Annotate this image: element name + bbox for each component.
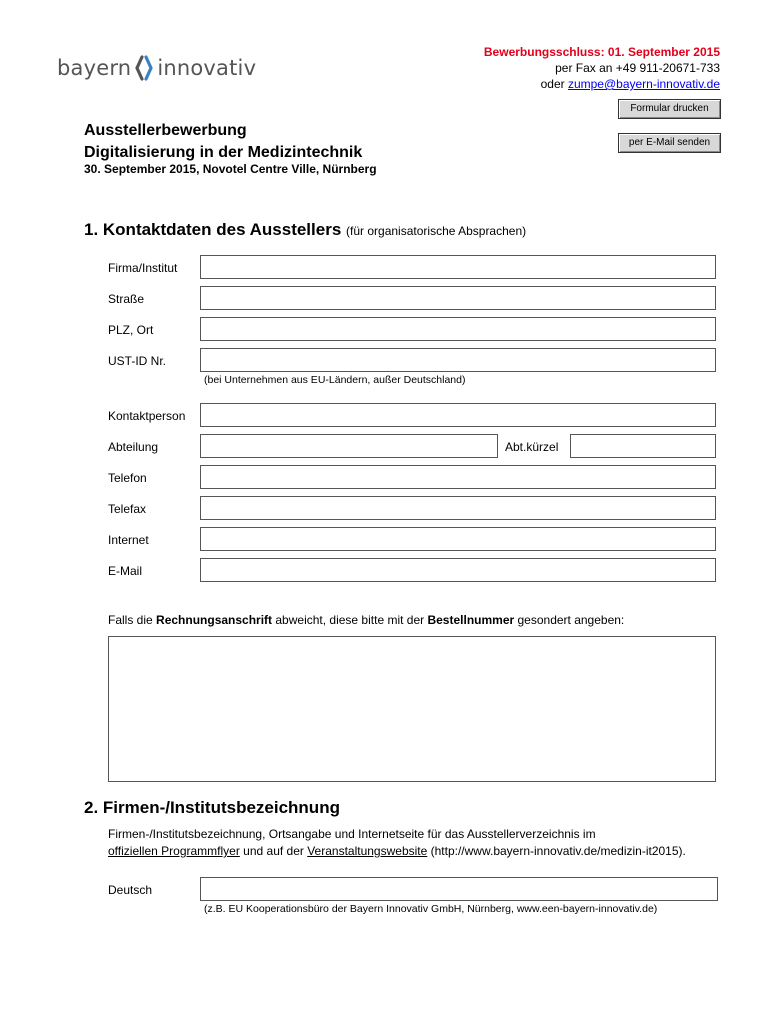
abteilung-label: Abteilung bbox=[108, 440, 159, 454]
abteilung-input[interactable] bbox=[200, 434, 498, 458]
email-line bbox=[484, 76, 720, 92]
deadline-block bbox=[484, 44, 720, 92]
firma-label: Firma/Institut bbox=[108, 261, 178, 275]
section1-heading bbox=[84, 220, 526, 240]
section2-line-1: Firmen-/Institutsbezeichnung, Ortsangabe und Internetseite für das Ausstellerverzeichnis im bbox=[108, 827, 596, 841]
internet-input[interactable] bbox=[200, 527, 716, 551]
title-line-2: Digitalisierung in der Medizintechnik bbox=[84, 144, 363, 161]
billing-address-textarea[interactable] bbox=[108, 636, 716, 782]
ustid-label: UST-ID Nr. bbox=[108, 354, 167, 368]
veranstaltungswebsite-link[interactable]: Veranstaltungswebsite bbox=[307, 844, 428, 858]
section2-end: (http://www.bayern-innovativ.de/medizin-it2015). bbox=[427, 844, 686, 858]
billing-bold-1: Rechnungsanschrift bbox=[156, 613, 273, 627]
deutsch-label: Deutsch bbox=[108, 883, 153, 897]
send-email-button[interactable]: per E-Mail senden bbox=[618, 133, 721, 153]
billing-text-3: gesondert angeben: bbox=[514, 613, 625, 627]
section2-mid: und auf der bbox=[239, 844, 308, 858]
print-form-button[interactable]: Formular drucken bbox=[618, 99, 721, 119]
section1-heading-text: 1. Kontaktdaten des Ausstellers bbox=[84, 220, 342, 239]
title-line-1: Ausstellerbewerbung bbox=[84, 122, 247, 139]
billing-bold-2: Bestellnummer bbox=[427, 613, 515, 627]
firma-input[interactable] bbox=[200, 255, 716, 279]
section2-description bbox=[108, 826, 748, 860]
kontakt-input[interactable] bbox=[200, 403, 716, 427]
kontakt-label: Kontaktperson bbox=[108, 409, 186, 423]
billing-text-1: Falls die bbox=[108, 613, 157, 627]
telefax-input[interactable] bbox=[200, 496, 716, 520]
deutsch-note: (z.B. EU Kooperationsbüro der Bayern Innovativ GmbH, Nürnberg, www.een-bayern-innovativ.de) bbox=[204, 903, 658, 915]
email-prefix: oder bbox=[540, 77, 568, 91]
logo-word-left: bayern bbox=[57, 56, 132, 80]
strasse-input[interactable] bbox=[200, 286, 716, 310]
deutsch-input[interactable] bbox=[200, 877, 718, 901]
telefax-label: Telefax bbox=[108, 502, 147, 516]
fax-number: per Fax an +49 911-20671-733 bbox=[555, 61, 720, 75]
strasse-label: Straße bbox=[108, 292, 145, 306]
page-title bbox=[84, 120, 362, 164]
section2-line-2 bbox=[108, 843, 748, 860]
ustid-note: (bei Unternehmen aus EU-Ländern, außer Deutschland) bbox=[204, 374, 466, 386]
email-label: E-Mail bbox=[108, 564, 143, 578]
plz-label: PLZ, Ort bbox=[108, 323, 154, 337]
event-subtitle: 30. September 2015, Novotel Centre Ville, Nürnberg bbox=[84, 162, 377, 176]
billing-instruction bbox=[108, 612, 624, 629]
section2-heading: 2. Firmen-/Institutsbezeichnung bbox=[84, 798, 340, 817]
deadline-date: Bewerbungsschluss: 01. September 2015 bbox=[483, 45, 720, 59]
abtkuerzel-input[interactable] bbox=[570, 434, 716, 458]
section1-heading-note: (für organisatorische Absprachen) bbox=[346, 224, 527, 238]
logo-word-right: innovativ bbox=[157, 56, 257, 80]
ustid-input[interactable] bbox=[200, 348, 716, 372]
telefon-input[interactable] bbox=[200, 465, 716, 489]
email-link[interactable]: zumpe@bayern-innovativ.de bbox=[567, 77, 720, 91]
email-input[interactable] bbox=[200, 558, 716, 582]
bayern-innovativ-logo bbox=[57, 52, 256, 84]
internet-label: Internet bbox=[108, 533, 149, 547]
programmflyer-link[interactable]: offiziellen Programmflyer bbox=[108, 844, 240, 858]
plz-input[interactable] bbox=[200, 317, 716, 341]
logo-brackets-icon bbox=[135, 55, 153, 81]
abtkuerzel-label: Abt.kürzel bbox=[505, 440, 559, 454]
telefon-label: Telefon bbox=[108, 471, 147, 485]
billing-text-2: abweicht, diese bitte mit der bbox=[272, 613, 428, 627]
